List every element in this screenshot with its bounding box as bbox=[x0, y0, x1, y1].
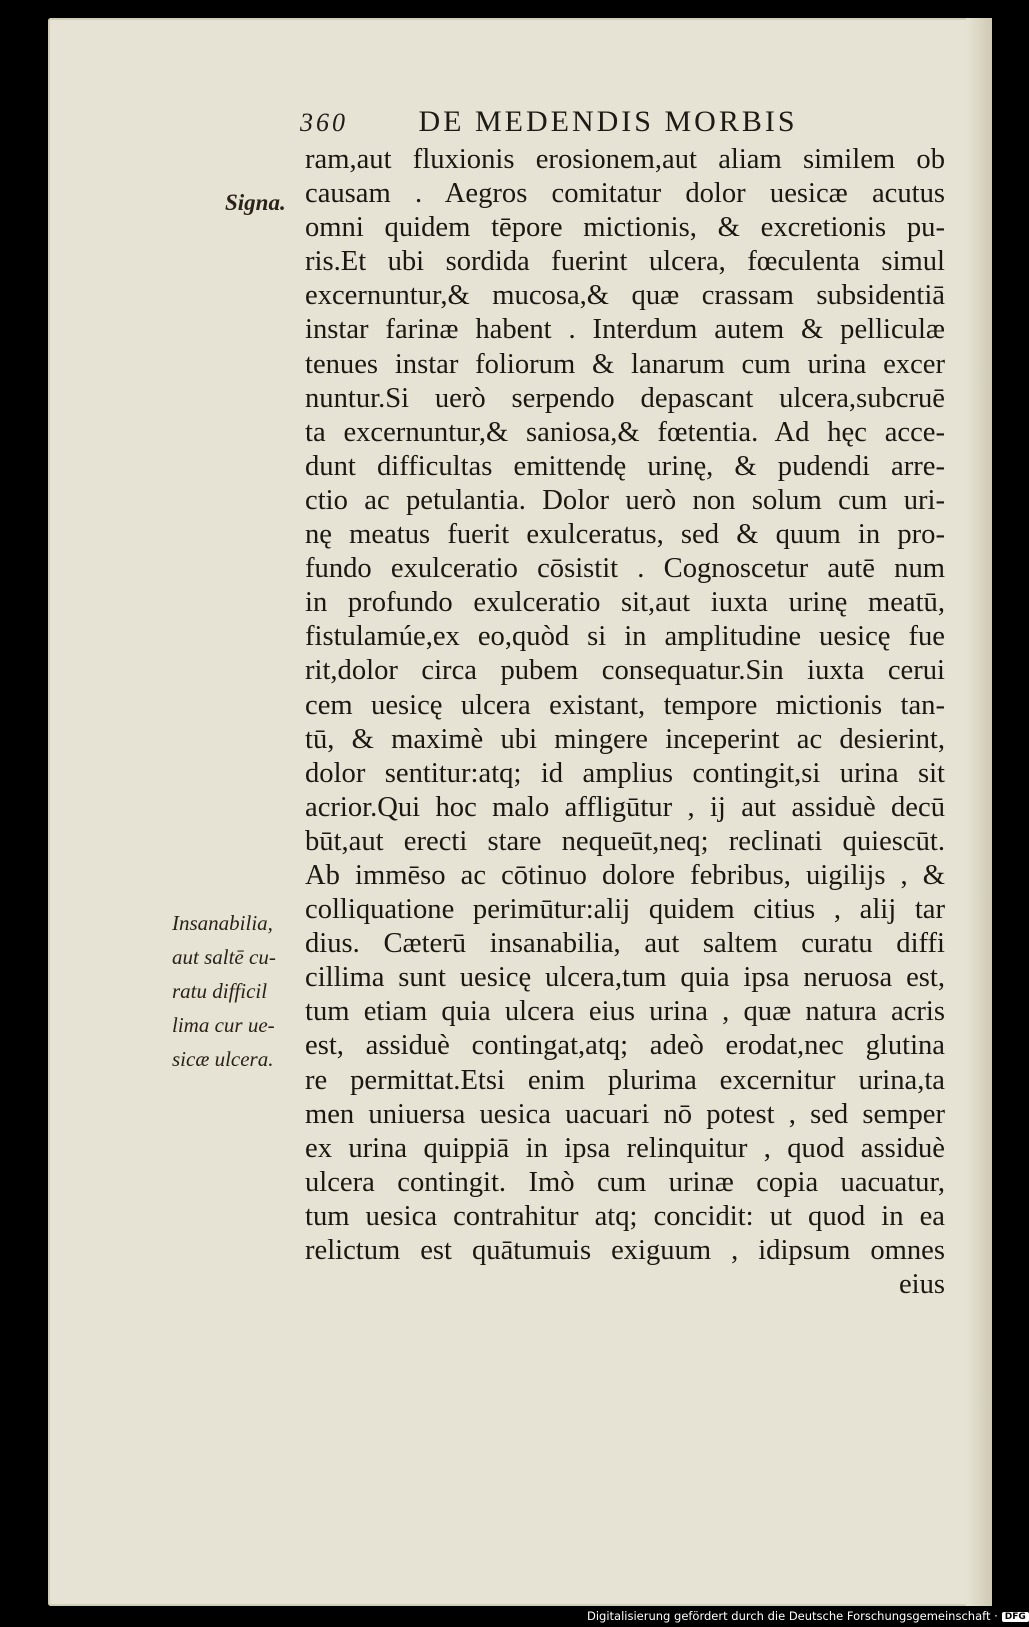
running-title: DE MEDENDIS MORBIS bbox=[418, 105, 798, 138]
text-line: ris.Et ubi sordida fuerint ulcera, fœculenta simul bbox=[305, 246, 945, 278]
text-line: cem uesicę ulcera existant, tempore mictionis tan- bbox=[305, 689, 945, 721]
text-line: rit,dolor circa pubem consequatur.Sin iuxta cerui bbox=[305, 655, 945, 687]
text-line: re permittat.Etsi enim plurima excernitur urina,ta bbox=[305, 1064, 945, 1096]
text-line: est, assiduè contingat,atq; adeò erodat,nec glutina bbox=[305, 1030, 945, 1062]
text-line: causam . Aegros comitatur dolor uesicæ acutus bbox=[305, 178, 945, 210]
dfg-logo: DFG bbox=[1002, 1612, 1029, 1622]
margin-note-line: ratu difficil bbox=[172, 979, 268, 1003]
margin-note-line: Insanabilia, bbox=[172, 911, 273, 935]
text-line: dunt difficultas emittendę urinę, & pudendi arre- bbox=[305, 450, 945, 482]
page-edge-shadow bbox=[966, 18, 992, 1606]
margin-note-line: lima cur ue- bbox=[172, 1013, 275, 1037]
text-line: tenues instar foliorum & lanarum cum urina excer bbox=[305, 348, 945, 380]
page-number: 360 bbox=[300, 108, 348, 137]
margin-note-line: sicæ ulcera. bbox=[172, 1047, 274, 1071]
text-line: fundo exulceratio cōsistit . Cognoscetur autē num bbox=[305, 553, 945, 585]
text-line: ram,aut fluxionis erosionem,aut aliam similem ob bbox=[305, 144, 945, 175]
text-line: ulcera contingit. Imò cum urinæ copia uacuatur, bbox=[305, 1166, 945, 1198]
text-line: cillima sunt uesicę ulcera,tum quia ipsa neruosa est, bbox=[305, 962, 945, 994]
text-line: Ab immēso ac cōtinuo dolore febribus, uigilijs , & bbox=[305, 859, 945, 891]
credit-text: Digitalisierung gefördert durch die Deutsche Forschungsgemeinschaft · bbox=[587, 1609, 998, 1623]
running-header bbox=[300, 105, 860, 145]
text-line: dius. Cæterū insanabilia, aut saltem curatu diffi bbox=[305, 928, 945, 960]
catchword: eius bbox=[898, 1269, 945, 1301]
text-line: ta excernuntur,& saniosa,& fœtentia. Ad hęc acce- bbox=[305, 416, 945, 448]
text-line: ctio ac petulantia. Dolor uerò non solum cum uri- bbox=[305, 484, 945, 516]
text-line: colliquatione perimūtur:alij quidem citius , alij tar bbox=[305, 894, 945, 926]
text-line: relictum est quātumuis exiguum , idipsum omnes bbox=[305, 1235, 945, 1266]
text-line: excernuntur,& mucosa,& quæ crassam subsidentiā bbox=[305, 280, 945, 312]
text-line: nuntur.Si uerò serpendo depascant ulcera,subcruē bbox=[305, 382, 945, 414]
text-line: instar farinæ habent . Interdum autem & pelliculæ bbox=[305, 314, 945, 346]
margin-note-signa: Signa. bbox=[225, 190, 286, 215]
text-line: acrior.Qui hoc malo affligūtur , ij aut assiduè decū bbox=[305, 791, 945, 823]
text-line: tum uesica contrahitur atq; concidit: ut quod in ea bbox=[305, 1200, 945, 1232]
text-line: omni quidem tēpore mictionis, & excretionis pu- bbox=[305, 212, 945, 244]
body-text bbox=[305, 143, 945, 1302]
text-line: būt,aut erecti stare nequeūt,neq; reclinati quiescūt. bbox=[305, 825, 945, 857]
text-line: tum etiam quia ulcera eius urina , quæ natura acris bbox=[305, 996, 945, 1028]
text-line: tū, & maximè ubi mingere inceperint ac desierint, bbox=[305, 723, 945, 755]
text-line: in profundo exulceratio sit,aut iuxta urinę meatū, bbox=[305, 587, 945, 619]
text-line: nę meatus fuerit exulceratus, sed & quum in pro- bbox=[305, 519, 945, 551]
margin-note-line: aut saltē cu- bbox=[172, 945, 276, 969]
text-line: men uniuersa uesica uacuari nō potest , sed semper bbox=[305, 1098, 945, 1130]
text-line: fistulamúe,ex eo,quòd si in amplitudine uesicę fue bbox=[305, 621, 945, 653]
text-line: dolor sentitur:atq; id amplius contingit,si urina sit bbox=[305, 757, 945, 789]
text-line: ex urina quippiā in ipsa relinquitur , quod assiduè bbox=[305, 1132, 945, 1164]
margin-note-insanabilia bbox=[172, 906, 276, 1076]
digitization-credit bbox=[587, 1609, 1029, 1623]
